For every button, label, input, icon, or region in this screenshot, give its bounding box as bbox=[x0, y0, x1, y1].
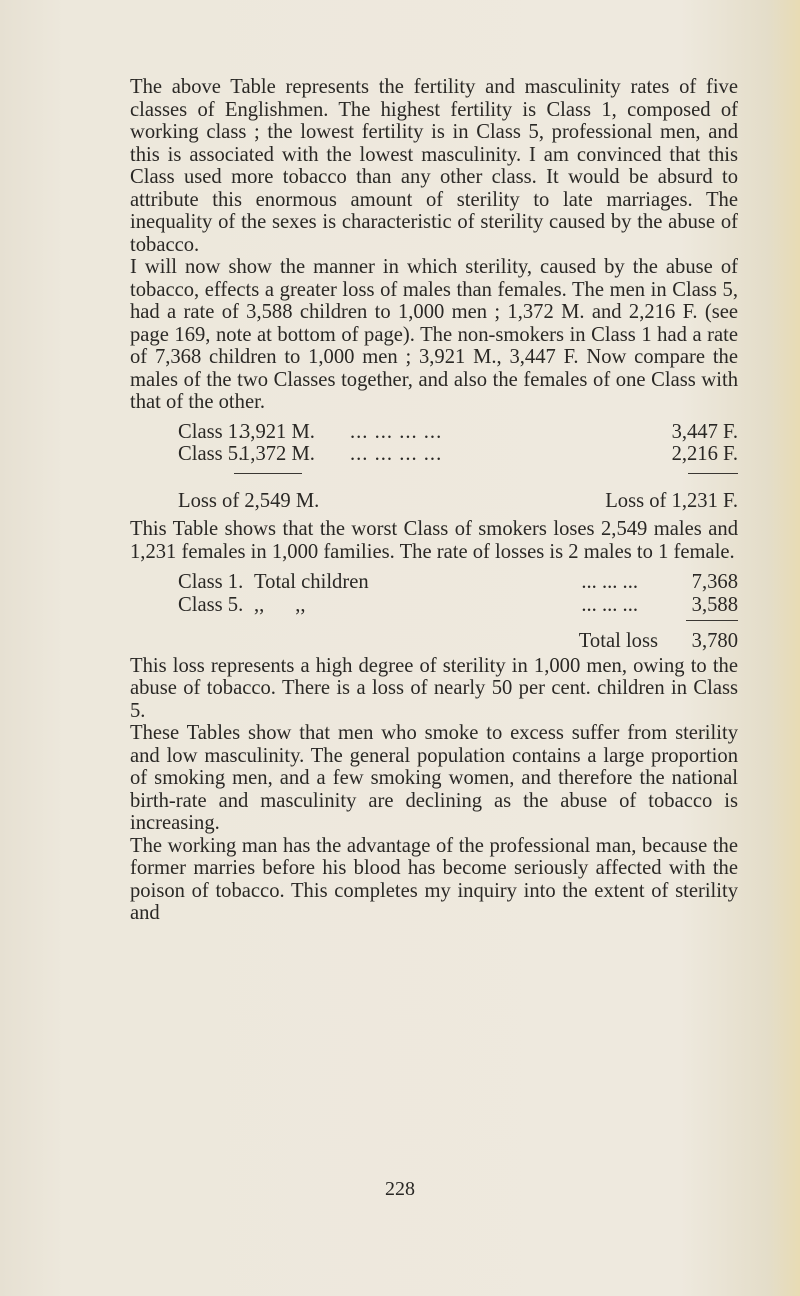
paragraph: The above Table represents the fertility and masculinity rates of five classes of Englishmen. The highest fertility is Class 1, composed of working class ; the lowest fertility is in Class 5, professional men, and this is associated with the lowest masculinity. I am convinced that this Class used more tobacco than any other class. It would be absurd to attribute this enormous amount of sterility to late marriages. The inequality of the sexes is characteristic of sterility caused by the abuse of tobacco. bbox=[130, 76, 738, 256]
leader-dots: ... ... ... ... bbox=[350, 420, 443, 443]
class-label: Class 5. bbox=[178, 443, 244, 465]
sum-rule bbox=[130, 616, 738, 630]
paragraph: This Table shows that the worst Class of smokers loses 2,549 males and 1,231 females in 1,000 families. The rate of losses is 2 males to 1 female. bbox=[130, 518, 738, 563]
leader-dots: ... ... ... bbox=[581, 571, 638, 593]
rule-line bbox=[686, 620, 738, 621]
page-number: 228 bbox=[385, 1178, 415, 1200]
paragraph: This loss represents a high degree of sterility in 1,000 men, owing to the abuse of tobacco. There is a loss of nearly 50 per cent. children in Class 5. bbox=[130, 654, 738, 722]
loss-row bbox=[130, 490, 738, 513]
leader-dots: ... ... ... ... bbox=[350, 443, 443, 465]
leader-dots: ... ... ... bbox=[581, 593, 638, 616]
males-value: 1,372 M. bbox=[240, 443, 315, 465]
class-label: Class 5. bbox=[178, 593, 244, 616]
total-label: Total loss bbox=[578, 630, 658, 652]
table-row bbox=[130, 594, 738, 617]
paragraph: These Tables show that men who smoke to excess suffer from sterility and low masculinity. The general population contains a large proportion of smoking men, and a few smoking women, and therefore the national birth-rate and masculinity are declining as the abuse of tobacco is increasing. bbox=[130, 722, 738, 834]
females-value: 3,447 F. bbox=[671, 420, 738, 443]
rule-line bbox=[688, 473, 738, 474]
totals-table bbox=[130, 571, 738, 653]
row-value: 3,588 bbox=[691, 593, 738, 616]
class-label: Class 1. bbox=[178, 571, 244, 593]
table-row bbox=[130, 443, 738, 466]
total-value: 3,780 bbox=[691, 630, 738, 652]
paragraph: The working man has the advantage of the professional man, because the former marries before his blood has become seriously affected with the poison of tobacco. This completes my inquiry into the extent of sterility and bbox=[130, 834, 738, 924]
paragraph: I will now show the manner in which sterility, caused by the abuse of tobacco, effects a greater loss of males than females. The men in Class 5, had a rate of 3,588 children to 1,000 men ; 1,372 M. and 2,216 F. (see page 169, note at bottom of page). The non-smokers in Class 1 had a rate of 7,368 children to 1,000 men ; 3,921 M., 3,447 F. Now compare the males of the two Classes together, and also the females of one Class with that of the other. bbox=[130, 256, 738, 413]
table-row bbox=[130, 421, 738, 444]
body-text bbox=[130, 76, 738, 925]
loss-females: Loss of 1,231 F. bbox=[605, 489, 738, 512]
rule-line bbox=[234, 473, 302, 474]
table-row bbox=[130, 571, 738, 594]
total-row bbox=[130, 630, 738, 653]
row-value: 7,368 bbox=[691, 571, 738, 593]
males-value: 3,921 M. bbox=[240, 420, 315, 443]
class-label: Class 1. bbox=[178, 420, 244, 443]
females-value: 2,216 F. bbox=[671, 443, 738, 465]
loss-males: Loss of 2,549 M. bbox=[178, 489, 320, 512]
row-description: ,, ,, bbox=[254, 593, 306, 616]
sum-rules bbox=[130, 466, 738, 490]
row-description: Total children bbox=[254, 571, 369, 593]
comparison-table bbox=[130, 421, 738, 513]
